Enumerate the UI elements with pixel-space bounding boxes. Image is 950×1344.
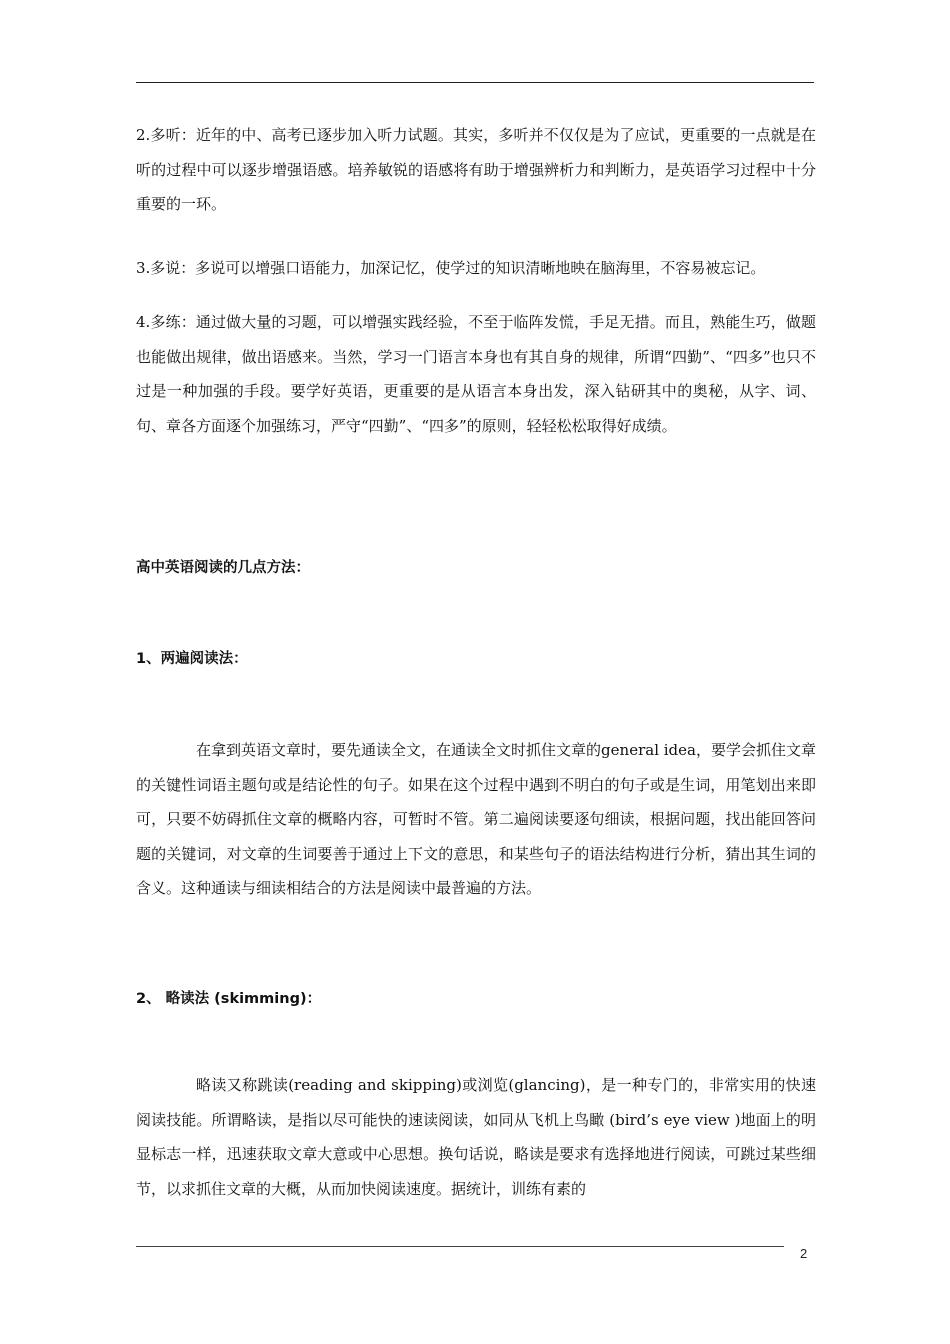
method2-paragraph: 略读又称跳读(reading and skipping)或浏览(glancing)，是一种专门的，非常实用的快速阅读技能。所谓略读，是指以尽可能快的速读阅读，如同从飞机上鸟瞰 (bird’s eye view )地面上的明显标志一样，迅速获取文章大意或中心思想。换句话说，略读是要求有选择地进行阅读，可跳过某些细节，以求抓住文章的大概，从而加快阅读速度。据统计，训练有素的 bbox=[136, 1076, 816, 1198]
section-title: 高中英语阅读的几点方法： bbox=[136, 560, 310, 576]
paragraph-practice: 4.多练：通过做大量的习题，可以增强实践经验，不至于临阵发慌，手足无措。而且，熟能生巧，做题也能做出规律，做出语感来。当然，学习一门语言本身也有其自身的规律，所谓“四勤”、“四多”也只不过是一种加强的手段。要学好英语，更重要的是从语言本身出发，深入钻研其中的奥秘，从字、词、句、章各方面逐个加强练习，严守“四勤”、“四多”的原则，轻轻松松取得好成绩。 bbox=[136, 313, 816, 435]
header-rule bbox=[136, 82, 814, 83]
footer-rule bbox=[136, 1246, 784, 1247]
paragraph-listen: 2.多听：近年的中、高考已逐步加入听力试题。其实，多听并不仅仅是为了应试，更重要的一点就是在听的过程中可以逐步增强语感。培养敏锐的语感将有助于增强辨析力和判断力，是英语学习过程中十分重要的一环。 bbox=[136, 126, 816, 213]
method1-heading: 1、两遍阅读法： bbox=[136, 651, 248, 667]
paragraph-speak: 3.多说：多说可以增强口语能力，加深记忆，使学过的知识清晰地映在脑海里，不容易被忘记。 bbox=[136, 259, 766, 277]
page-number: 2 bbox=[800, 1246, 808, 1261]
method2-heading: 2、 略读法 (skimming)： bbox=[136, 991, 322, 1007]
method1-paragraph: 在拿到英语文章时，要先通读全文，在通读全文时抓住文章的general idea，要学会抓住文章的关键性词语主题句或是结论性的句子。如果在这个过程中遇到不明白的句子或是生词，用笔划出来即可，只要不妨碍抓住文章的概略内容，可暂时不管。第二遍阅读要逐句细读，根据问题，找出能回答问题的关键词，对文章的生词要善于通过上下文的意思，和某些句子的语法结构进行分析，猜出其生词的含义。这种通读与细读相结合的方法是阅读中最普遍的方法。 bbox=[136, 741, 816, 897]
